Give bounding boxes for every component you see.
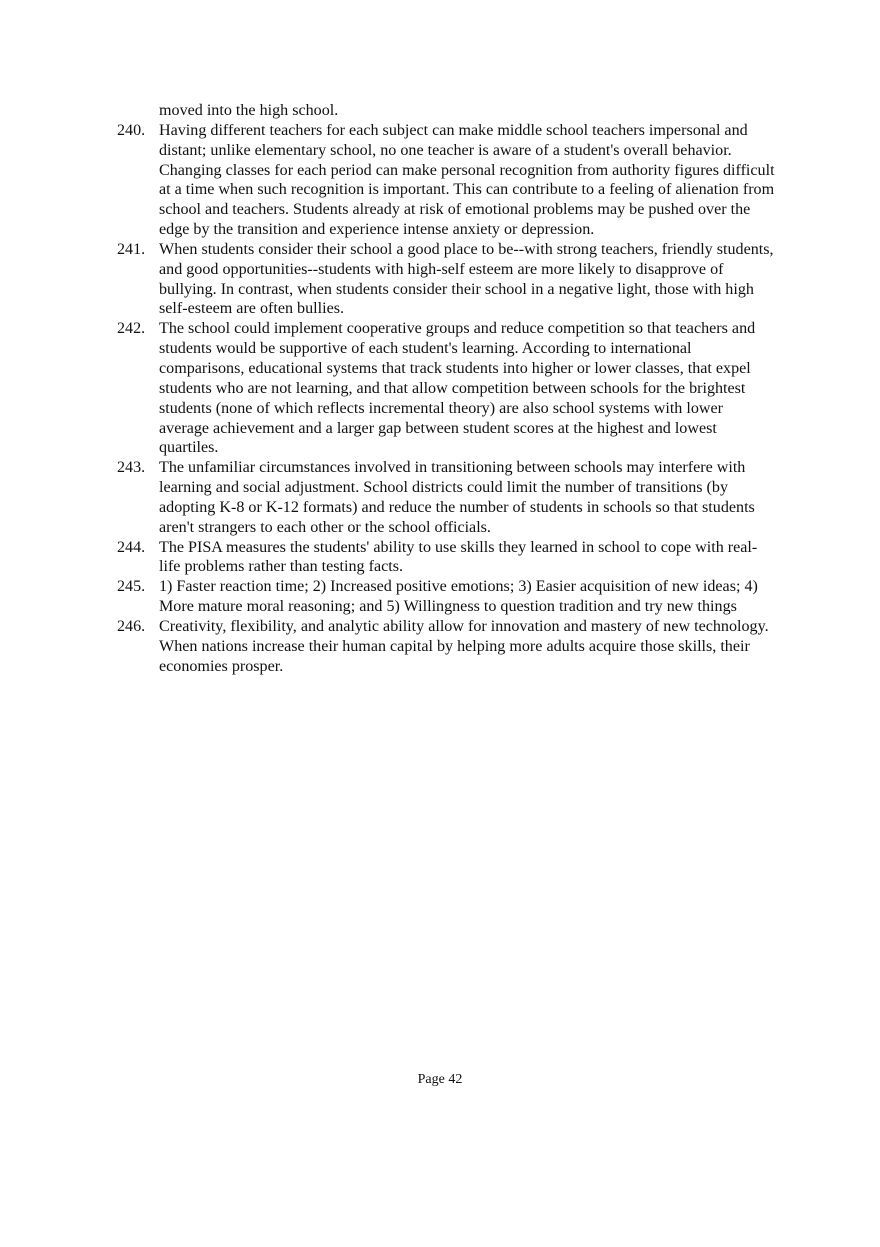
- item-text: Creativity, flexibility, and analytic ability allow for innovation and mastery of new technology. When nations increase their human capital by helping more adults acquire those skills, their economies prosper.: [159, 617, 781, 675]
- item-text: 1) Faster reaction time; 2) Increased positive emotions; 3) Easier acquisition of new ideas; 4) More mature moral reasoning; and 5) Willingness to question tradition and try new things: [159, 578, 758, 616]
- continuation-text: moved into the high school.: [159, 102, 339, 119]
- item-number: 242.: [117, 320, 146, 338]
- answer-list: [117, 101, 781, 676]
- item-number: 241.: [117, 240, 146, 258]
- item-text: The PISA measures the students' ability to use skills they learned in school to cope with real-life problems rather than testing facts.: [159, 538, 758, 576]
- list-item: [117, 458, 777, 537]
- item-number: 244.: [117, 538, 146, 556]
- list-item: [117, 319, 777, 458]
- page-number: Page 42: [417, 1072, 463, 1087]
- item-number: 240.: [117, 121, 146, 139]
- item-number: 245.: [117, 578, 146, 596]
- item-text: The school could implement cooperative groups and reduce competition so that teachers and students would be supportive of each student's learning. According to international comparisons, educational systems that track students into higher or lower classes, that expel students who are not learning, and that allow competition between schools for the brightest students (none of which reflects incremental theory) are also school systems with lower average achievement and a larger gap between student scores at the highest and lowest quartiles.: [159, 320, 756, 457]
- list-item: [117, 240, 777, 319]
- item-text: The unfamiliar circumstances involved in transitioning between schools may interfere with learning and social adjustment. School districts could limit the number of transitions (by adopting K-8 or K-12 formats) and reduce the number of students in schools so that students aren't strangers to each other or the school officials.: [159, 459, 755, 536]
- item-number: 243.: [117, 459, 146, 477]
- list-item: [117, 617, 781, 677]
- item-text: When students consider their school a good place to be--with strong teachers, friendly students, and good opportunities--students with high-self esteem are more likely to disapprove of bullying. In contrast, when students consider their school in a negative light, those with high self-esteem are often bullies.: [159, 240, 774, 318]
- item-text: Having different teachers for each subject can make middle school teachers impersonal and distant; unlike elementary school, no one teacher is aware of a student's overall behavior. Changing classes for each period can make personal recognition from authority figures difficult at a time when such recognition is important. This can contribute to a feeling of alienation from school and teachers. Students already at risk of emotional problems may be pushed over the edge by the transition and experience intense anxiety or depression.: [159, 121, 775, 239]
- item-number: 246.: [117, 617, 146, 635]
- list-item: [117, 577, 777, 617]
- list-item: [117, 538, 777, 578]
- list-item: [117, 121, 777, 240]
